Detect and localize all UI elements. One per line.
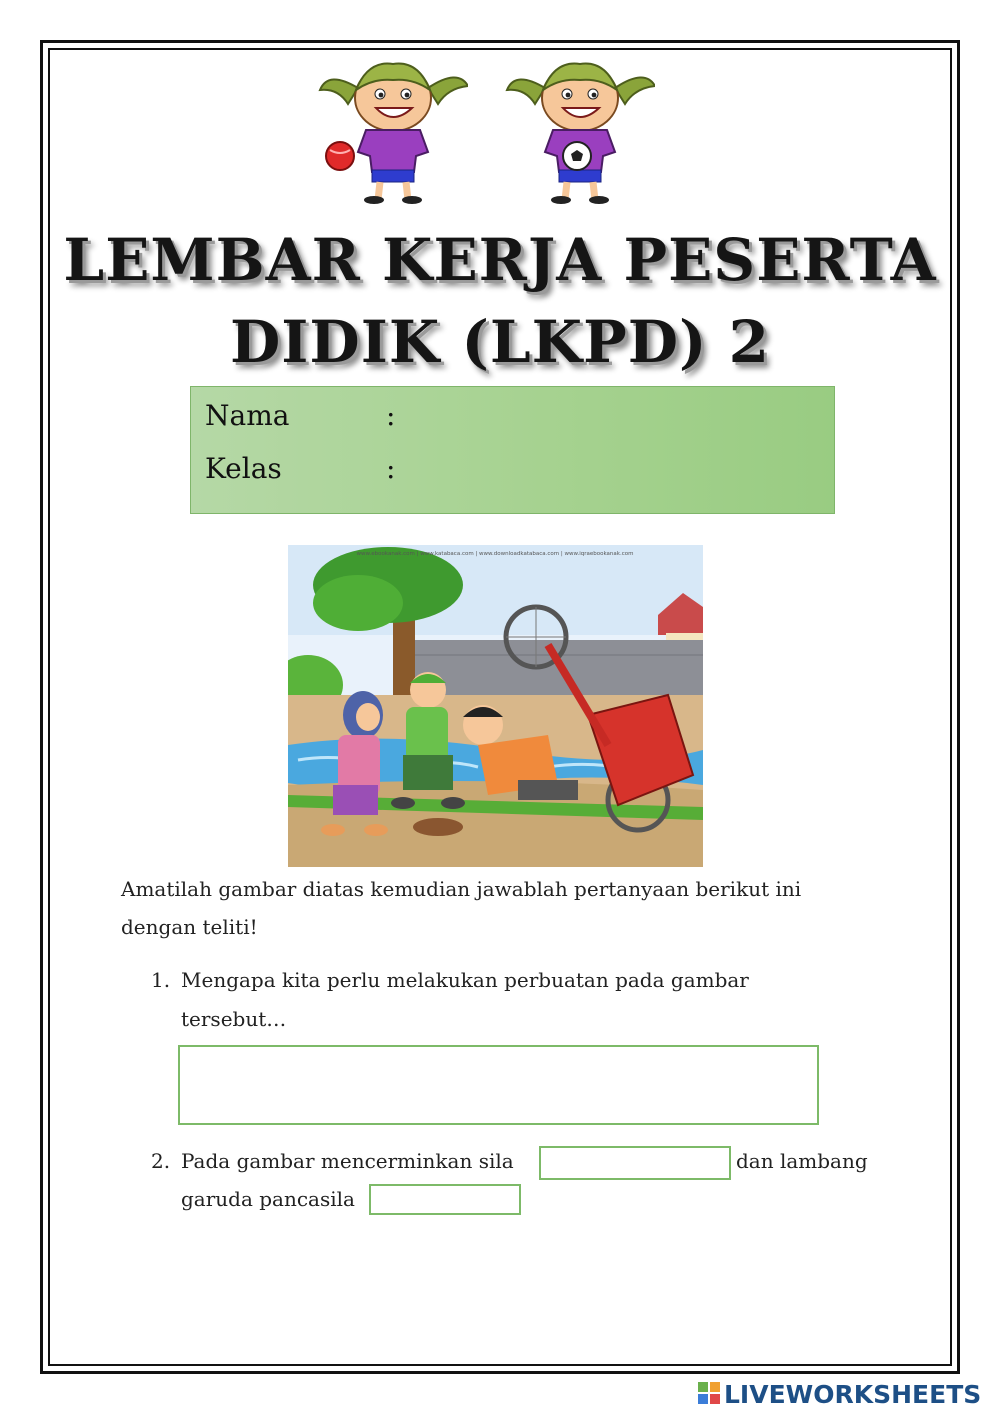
answer-2-sila-input[interactable] xyxy=(539,1146,731,1180)
girl-with-soccer-ball-illustration xyxy=(505,60,655,205)
question-1-text-line2: tersebut… xyxy=(181,1007,287,1031)
question-2-text-line2: garuda pancasila xyxy=(181,1187,355,1211)
liveworksheets-grid-icon xyxy=(698,1382,720,1404)
liveworksheets-logo-text: LIVEWORKSHEETS xyxy=(724,1380,982,1409)
name-colon: : xyxy=(386,399,396,432)
instruction-line1: Amatilah gambar diatas kemudian jawablah pertanyaan berikut ini xyxy=(121,877,802,901)
class-colon: : xyxy=(386,452,396,485)
name-label: Nama xyxy=(205,399,290,432)
question-2-text-part2: dan lambang xyxy=(736,1149,868,1173)
instruction-line2: dengan teliti! xyxy=(121,915,258,939)
scene-illustration xyxy=(288,545,703,867)
worksheet-title-line2: DIDIK (LKPD) 2 xyxy=(230,308,770,376)
worksheet-title-line1: LEMBAR KERJA PESERTA xyxy=(63,226,937,294)
class-label: Kelas xyxy=(205,452,282,485)
answer-2-symbol-input[interactable] xyxy=(369,1184,521,1215)
question-1-number: 1. xyxy=(151,968,171,992)
identity-box xyxy=(190,386,835,514)
class-row xyxy=(205,452,396,485)
question-1-text-line1: Mengapa kita perlu melakukan perbuatan pada gambar xyxy=(181,968,749,992)
question-2-number: 2. xyxy=(151,1149,171,1173)
answer-1-input[interactable] xyxy=(178,1045,819,1125)
question-2-text-part1: Pada gambar mencerminkan sila xyxy=(181,1149,514,1173)
girl-with-ball-illustration xyxy=(318,60,468,205)
name-row xyxy=(205,399,396,432)
picture-watermark: www.ebookanak.com | www.katabaca.com | www.downloadkatabaca.com | www.iqraebookanak.com xyxy=(356,551,634,557)
